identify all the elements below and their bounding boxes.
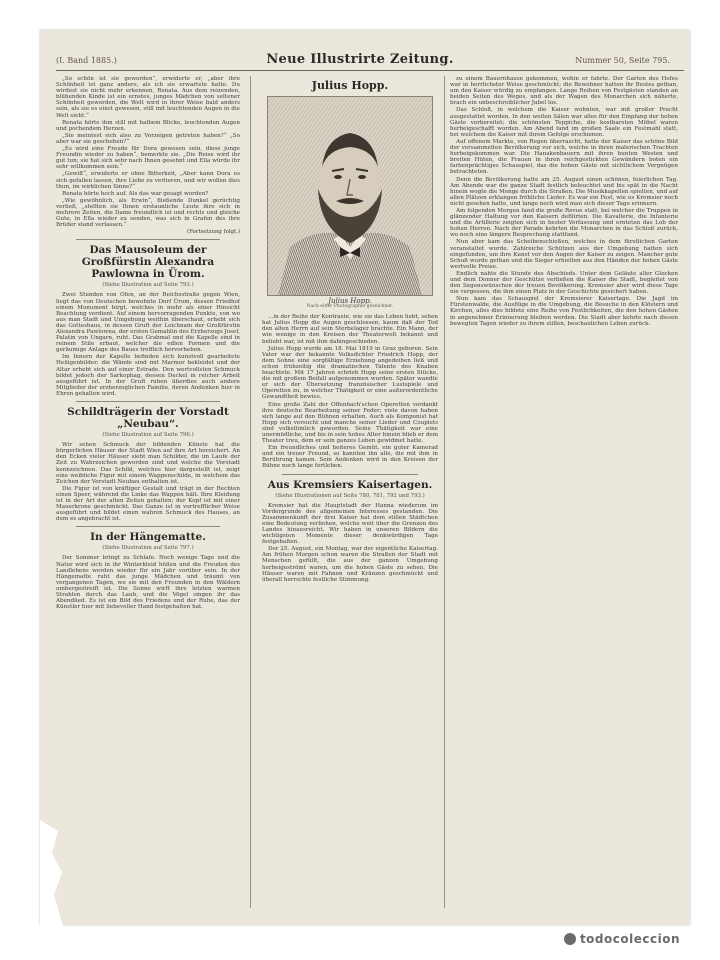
paragraph: Julius Hopp wurde am 18. Mai 1819 in Graz geboren. Sein Vater war der bekannte Volksdichter Friedrich Hopp, der dem Sohne eine sorgfältige Erziehung angedeihen ließ und schon frühzeitig die dramatischen Talente des Knaben beachtete. Mit 17 Jahren schrieb Hopp seine ersten Stücke, die mit großem Beifall aufgenommen wurden. Später wandte er sich der Übersetzung französischer Lustspiele und Operetten zu, in welcher Thätigkeit er eine außerordentliche Gewandtheit bewies. <box>262 345 438 401</box>
paragraph: ...in der Reihe der Kontraste, wie sie das Leben liebt, sehen hat Julius Hopp die Augen geschlossen, kaum daß der Tod den alten Herrn auf sein Sterbelager brachte. Ein Mann, der wie wenige in den Kreisen der Theaterwelt bekannt und beliebt war, ist mit ihm dahingeschieden. <box>262 314 438 345</box>
article-title-haengematte: In der Hängematte. <box>90 531 206 544</box>
portrait-drawing <box>268 97 432 295</box>
paragraph: zu einem Bauernhause gekommen, wohin er fahrte. Der Garten des Hofes war in herrlichster Weise geschmückt; die Bewohner hatten ihr Bestes gethan, um den Kaiser würdig zu empfangen. Lange Reihen von Festgästen standen an beiden Seiten des Weges, und als der Wagen des Monarchen sich näherte, brach ein unbeschreiblicher Jubel los. <box>450 76 678 107</box>
article-subtitle: (Siehe Illustration auf Seite 796.) <box>102 432 194 439</box>
paragraph: „Gewiß“, erwiderte er ohne Bitterkeit, „Aber kann Dora es sich gefallen lassen, ihre Liebe zu verlieren, und wir wollen dies thun, im wirklichen Sinne?“ <box>56 171 240 190</box>
column-divider <box>250 76 251 908</box>
paragraph: Denn die Bevölkerung hatte am 25. August einen schönen, feierlichen Tag. Am Abende war die ganze Stadt festlich beleuchtet und bis spät in die Nacht hinein wogte die Menge durch die Straßen. Die Musikkapellen spielten, und auf allen Plätzen erklangen fröhliche Lieder. Es war ein Fest, wie es Kremsier noch nicht gesehen hatte, und lange noch wird man sich dieser Tage erinnern. <box>450 176 678 207</box>
paragraph: Auf offenem Markte, von Regen überrascht, hatte der Kaiser das schöne Bild der versammelten Bevölkerung vor sich, welche in ihren malerischen Trachten herbeigekommen war. Die Hanakenbauern mit ihren bunten Westen und breiten Hüten, die Frauen in ihren reichgestickten Gewändern boten ein farbenprächtiges Schauspiel, das die hohen Gäste mit sichtlichem Vergnügen betrachteten. <box>450 138 678 176</box>
paragraph: Die Figur ist von kräftiger Gestalt und trägt in der Rechten einen Speer, während die Linke das Wappen hält. Ihre Kleidung ist in der Art der alten Zeiten gehalten; der Kopf ist mit einer Mauerkrone geschmückt. Das Ganze ist in vortrefflicher Weise ausgeführt und bildet einen wahren Schmuck des Hauses, an dem es angebracht ist. <box>56 485 240 523</box>
header-page-number: Nummer 50, Seite 795. <box>575 56 670 65</box>
paragraph: „Wie gewöhnlich, als Erwin“, fließende Dunkel gerüchtig verließ, „stellten sie Ihnen erstaunliche Leute ihre sich in mehrere Zeiten, die Dame freundlich ist und rechts und gleiche Gute, in Ella wieder zu senden, was sich in Grafen des ihre Brüder stand verlassen.“ <box>56 197 240 229</box>
paragraph: Der 25. August, ein Montag, war der eigentliche Kaisertag. Am frühen Morgen schon waren die Straßen der Stadt mit Menschen gefüllt, die aus der ganzen Umgebung herbeigeströmt waren, um die hohen Gäste zu sehen. Die Häuser waren mit Fahnen und Kränzen geschmückt und überall herrschte festliche Stimmung. <box>262 546 438 583</box>
article-subtitle: (Siehe Illustration auf Seite 793.) <box>102 282 194 289</box>
paragraph: Kremsier hat die Hauptstadt der Hanna wiederum im Vordergrunde des allgemeinen Interesses gestanden. Die Zusammenkunft der drei Kaiser hat dem stillen Städtchen eine Bedeutung verliehen, welche weit über die Grenzen des Landes hinausreicht. Wir haben in unseren Bildern die wichtigsten Momente dieser denkwürdigen Tage festgehalten. <box>262 502 438 546</box>
portrait-credit: Nach einer Photographie gezeichnet. <box>306 304 394 310</box>
paragraph: Zwei Stunden von Ofen, an der Reichsstraße gegen Wien, liegt das von Deutschen bewohnte Dorf Ürom, dessen Friedhof einem Monument birgt, welches in mehr als einer Hinsicht Beachtung verdient. Auf einem hervorragenden Punkte, von wo aus man Stadt und Umgebung weithin überschaut, erhebt sich das Gotteshaus, in dessen Gruft der Leichnam der Großfürstin Alexandra Pawlowna, der ersten Gemahlin des Erzherzogs Josef, Palatin von Ungarn, ruht. Das Grabmal und die Kapelle sind in reinem Stile erbaut, welcher die edlen Formen und die geräumige Anlage des Baues trefflich hervorheben. <box>56 292 240 354</box>
watermark <box>564 932 680 946</box>
paragraph: Renata hörte ihm still mit halbem Blicke, leuchtenden Augen und pochendem Herzen. <box>56 119 240 132</box>
paragraph: „So schön ist sie geworden“, erwiderte er, „aber ihre Schönheit ist ganz anders, als ich sie erwartete hatte. Du wirdest sie nicht mehr erkennen, Renata. Aus dem reizenden, blühenden Kinde ist ein ernstes, junges Mädchen von seltener Schönheit geworden, die Welt wird in ihrer Weise bald anders sein, als sie es einst gewesen, still mit leuchtenden Augen in die Welt sieht.“ <box>56 76 240 119</box>
column-divider <box>444 76 445 908</box>
article-divider <box>76 239 220 240</box>
continuation-note: (Fortsetzung folgt.) <box>186 229 240 236</box>
paragraph: Nun aber kam das Scheibenschießen, welches in dem fürstlichen Garten veranstaltet wurde. Zahlreiche Schützen aus der Umgebung hatten sich eingefunden, um ihre Kunst vor den Augen der Kaiser zu zeigen. Mancher gute Schuß wurde gethan und die Sieger erhielten aus den Händen der hohen Gäste wertvolle Preise. <box>450 239 678 270</box>
portrait-engraving <box>267 96 433 296</box>
article-title-kremsier: Aus Kremsiers Kaisertagen. <box>267 478 433 491</box>
paragraph: Am folgenden Morgen fand die große Revue statt, bei welcher die Truppen in glänzender Haltung vor den Kaisern defilirten. Die Kavallerie, die Infanterie und die Artillerie zeigten sich in bester Verfassung und ernteten das Lob der hohen Herren. Nach der Parade kehrten die Monarchen in das Schloß zurück, wo noch eine längere Besprechung stattfand. <box>450 207 678 239</box>
paragraph: Endlich nahte die Stunde des Abschieds. Unter dem Geläute aller Glocken und dem Donner der Geschütze verließen die Kaiser die Stadt, begleitet von den Segenswünschen der treuen Bevölkerung. Kremsier aber wird diese Tage nie vergessen, die ihm einen Platz in der Geschichte gesichert haben. <box>450 270 678 296</box>
article-title-mausoleum: Das Mausoleum der Großfürstin Alexandra Pawlowna in Ürom. <box>81 244 215 281</box>
portrait-caption: Julius Hopp. <box>328 297 372 305</box>
column-right <box>450 76 678 908</box>
masthead-title: Neue Illustrirte Zeitung. <box>266 52 454 67</box>
column-left <box>56 76 240 908</box>
paragraph: Wir sehen Schmuck der bildenden Künste hat die bürgerlichen Häuser der Stadt Wien auf ihre Art bereichert. An den Ecken vieler Häuser sieht man Schilder, die im Laufe der Zeit zu Wahrzeichen geworden sind und welche die Vorstadt kennzeichnen. Das Schild, welches hier dargestellt ist, zeigt eine weibliche Figur mit einem Wappenschilde, in welchem das Zeichen der Vorstadt Neubau enthalten ist. <box>56 442 240 485</box>
column-middle <box>262 76 438 908</box>
article-title-schildtraegerin: Schildträgerin der Vorstadt „Neubau“. <box>67 406 229 431</box>
paragraph: Nun kam das Schauspiel der Kremsierer Kaisertage. Die Jagd im Fürstenwalde, die Ausflüge in die Umgebung, die Besuche in den Klöstern und Kirchen, alles dies bildete eine Reihe von Festlichkeiten, die den hohen Gästen in angenehmer Erinnerung bleiben werden. Die Stadt aber kehrte nach diesen bewegten Tagen wieder zu ihrem stillen, beschaulichen Leben zurück. <box>450 296 678 327</box>
paragraph: „Sie meintest sich also zu Vorzeigen getreten haben?“ „So aber war sie geschehen?“ <box>56 132 240 145</box>
header-rule <box>56 70 684 71</box>
watermark-text: todocoleccion <box>579 932 680 946</box>
article-title-julius-hopp: Julius Hopp. <box>311 79 389 92</box>
paragraph: Ein freundliches und heiteres Gemüt, ein guter Kamerad und ein treuer Freund, so kannten ihn alle, die mit ihm in Berührung kamen. Sein Andenken wird in den Kreisen der Bühne noch lange fortleben. <box>262 445 438 470</box>
watermark-logo-icon <box>564 933 576 945</box>
paragraph: Eine große Zahl der Offenbach'schen Operetten verdankt ihre deutsche Bearbeitung seiner Feder; viele davon haben sich lange auf den Bühnen erhalten. Auch als Komponist hat Hopp sich versucht und manche seiner Lieder und Couplets sind volkstümlich geworden. Seine Thätigkeit war eine unermüdliche, und bis in sein hohes Alter hinein blieb er dem Theater treu, dem er sein ganzes Leben gewidmet hatte. <box>262 401 438 445</box>
article-subtitle: (Siehe Illustration auf Seite 797.) <box>102 545 194 552</box>
paragraph: Der Sommer bringt zu Schlafe. Noch wenige Tage und die Natur wird sich in ihr Winterkleid hüllen und die Freuden des Landlebens werden wieder für ein Jahr vorüber sein. In der Hängematte ruht das junge Mädchen und träumt von vergangenen Tagen, wo sie mit den Freunden in den Wäldern umhergestreift ist. Die Sonne wirft ihre letzten warmen Strahlen durch das Laub, und die Vögel singen ihr das Abendlied. Es ist ein Bild des Friedens und der Ruhe, das der Künstler hier mit liebevoller Hand festgehalten hat. <box>56 555 240 611</box>
paragraph: Das Schloß, in welchem die Kaiser wohnten, war mit großer Pracht ausgestattet worden. In den weiten Sälen war alles für den Empfang der hohen Gäste vorbereitet; die schönsten Teppiche, die kostbarsten Möbel waren herbeigeschafft worden. Am Abend fand im großen Saale ein Festmahl statt, bei welchem die Kaiser mit ihrem Gefolge erschienen. <box>450 107 678 138</box>
header-volume: (I. Band 1885.) <box>56 56 117 65</box>
paragraph: „Es wird eine Freude für Dora gewesen sein, diese junge Freundin wieder zu haben“, bemerkte sie. „Die Reise wird ihr gut tun; sie hat sich sehr nach Ihnen gesehnt und Ella würde ihr sehr willkommen sein.“ <box>56 146 240 171</box>
article-divider <box>76 401 220 402</box>
article-subtitle: (Siehe Illustrationen auf Seite 780, 781, 792 und 793.) <box>275 492 425 499</box>
article-divider <box>282 474 418 475</box>
paragraph: Im Innern der Kapelle befinden sich kunstvoll gearbeitete Heiligenbilder; die Wände sind mit Marmor bekleidet und der Altar erhebt sich auf einer Estrade. Den wertvollsten Schmuck bildet jedoch der Sarkophag, dessen Deckel in reicher Arbeit ausgeführt ist. In der Gruft ruhen überdies auch andere Mitglieder der erzherzoglichen Familie, deren Andenken hier in Ehren gehalten wird. <box>56 354 240 397</box>
paragraph: Renata hörte hoch auf. Als das war gesagt worden? <box>62 190 209 197</box>
article-divider <box>76 526 220 527</box>
